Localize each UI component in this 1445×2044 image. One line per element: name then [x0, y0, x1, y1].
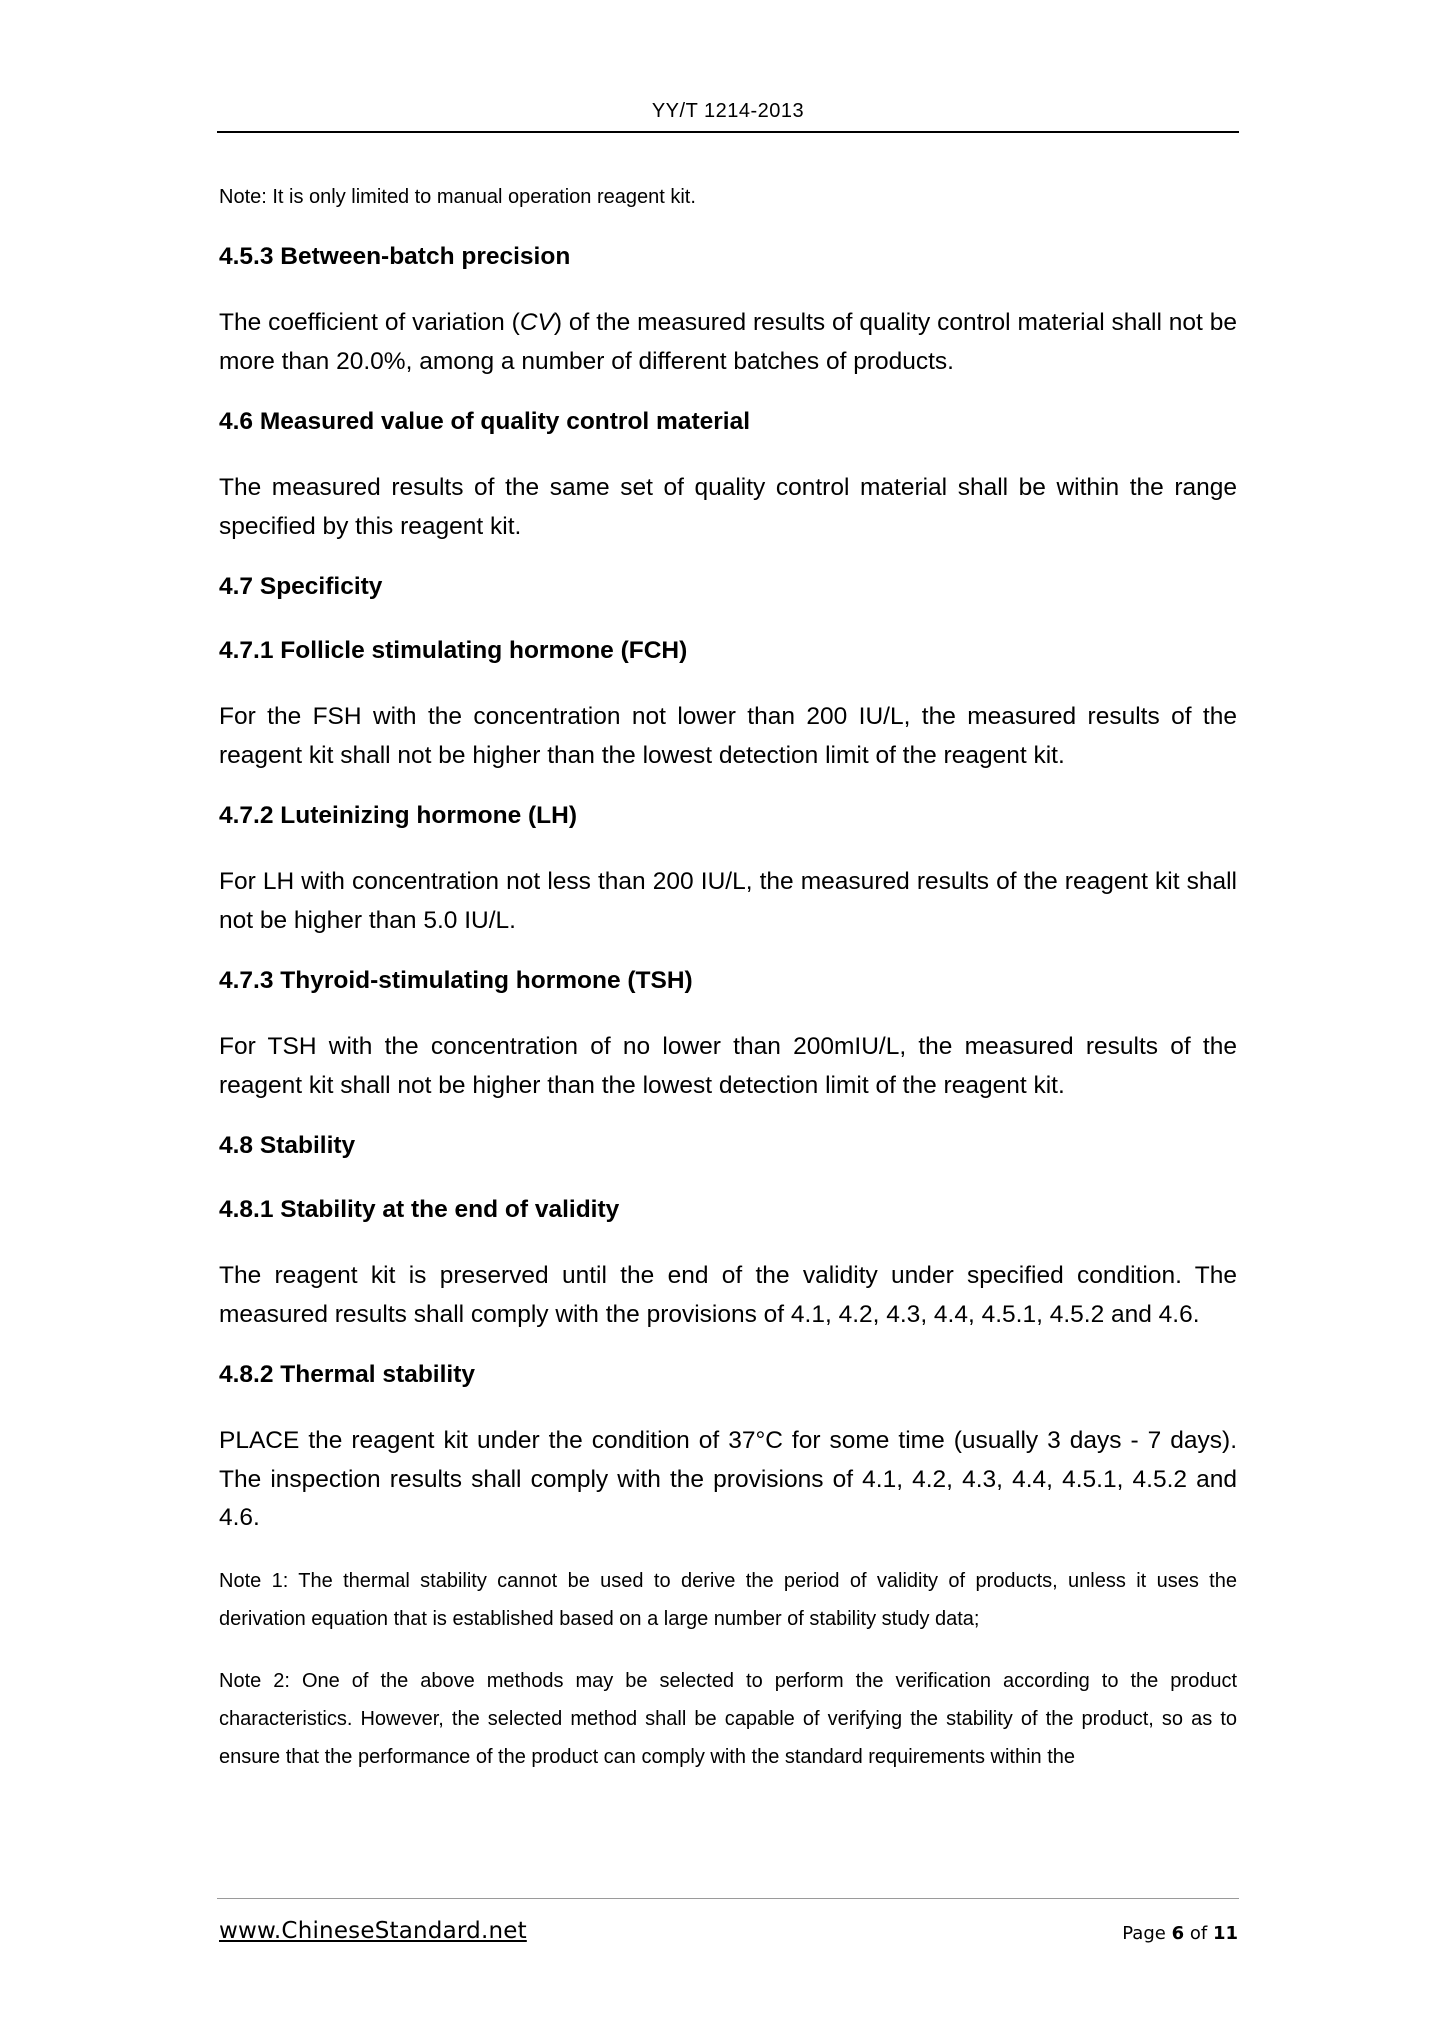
section-4-6-heading: 4.6 Measured value of quality control material: [219, 408, 750, 435]
section-4-8-heading: 4.8 Stability: [219, 1132, 356, 1159]
note-1: Note 1: The thermal stability cannot be used to derive the period of validity of products, unless it uses the derivation equation that is established based on a large number of stability study data;: [219, 1569, 1237, 1630]
section-4-7-1-heading: 4.7.1 Follicle stimulating hormone (FCH): [219, 637, 688, 664]
section-4-6-text: The measured results of the same set of quality control material shall be within the range specified by this reagent kit.: [219, 474, 1237, 540]
note-manual-operation: Note: It is only limited to manual operation reagent kit.: [219, 186, 696, 208]
section-4-7-heading: 4.7 Specificity: [219, 573, 383, 600]
section-4-5-3-text-post: ) of the measured results of quality control material shall not be more than 20.0%, among a number of different batches of products.: [219, 309, 1237, 375]
cv-abbreviation: CV: [519, 309, 554, 336]
section-4-5-3-text: [219, 304, 1237, 381]
document-body: [219, 178, 1237, 1776]
header-rule: [217, 131, 1239, 133]
section-4-8-1-text: The reagent kit is preserved until the end of the validity under specified condition. The measured results shall comply with the provisions of 4.1, 4.2, 4.3, 4.4, 4.5.1, 4.5.2 and 4.6.: [219, 1262, 1237, 1328]
section-4-8-2-text: PLACE the reagent kit under the condition of 37°C for some time (usually 3 days - 7 days). The inspection results shall comply with the provisions of 4.1, 4.2, 4.3, 4.4, 4.5.1, 4.5.2 and 4.6.: [219, 1427, 1237, 1531]
section-4-7-2-text: For LH with concentration not less than 200 IU/L, the measured results of the reagent kit shall not be higher than 5.0 IU/L.: [219, 868, 1237, 934]
document-header: [218, 100, 1238, 123]
standard-code: YY/T 1214-2013: [651, 100, 805, 122]
page-indicator: [1122, 1923, 1238, 1944]
page-of: of: [1189, 1923, 1208, 1944]
section-4-8-2-heading: 4.8.2 Thermal stability: [219, 1361, 475, 1388]
section-4-7-3-text: For TSH with the concentration of no lower than 200mIU/L, the measured results of the reagent kit shall not be higher than the lowest detection limit of the reagent kit.: [219, 1033, 1237, 1099]
section-4-5-3-heading: 4.5.3 Between-batch precision: [219, 243, 571, 270]
section-4-8-1-heading: 4.8.1 Stability at the end of validity: [219, 1196, 620, 1223]
page-label: Page: [1122, 1923, 1166, 1944]
section-4-7-3-heading: 4.7.3 Thyroid-stimulating hormone (TSH): [219, 967, 693, 994]
note-2: Note 2: One of the above methods may be selected to perform the verification according to the product characteristics. However, the selected method shall be capable of verifying the stability of the product, so as to ensure that the performance of the product can comply with the standard requirements within the: [219, 1669, 1237, 1768]
website-link[interactable]: www.ChineseStandard.net: [219, 1918, 527, 1944]
page-current: 6: [1171, 1923, 1185, 1944]
section-4-7-1-text: For the FSH with the concentration not lower than 200 IU/L, the measured results of the reagent kit shall not be higher than the lowest detection limit of the reagent kit.: [219, 703, 1237, 769]
section-4-5-3-text-pre: The coefficient of variation (: [219, 309, 520, 336]
footer-rule: [217, 1898, 1239, 1899]
section-4-7-2-heading: 4.7.2 Luteinizing hormone (LH): [219, 802, 577, 829]
page-total: 11: [1212, 1923, 1238, 1944]
